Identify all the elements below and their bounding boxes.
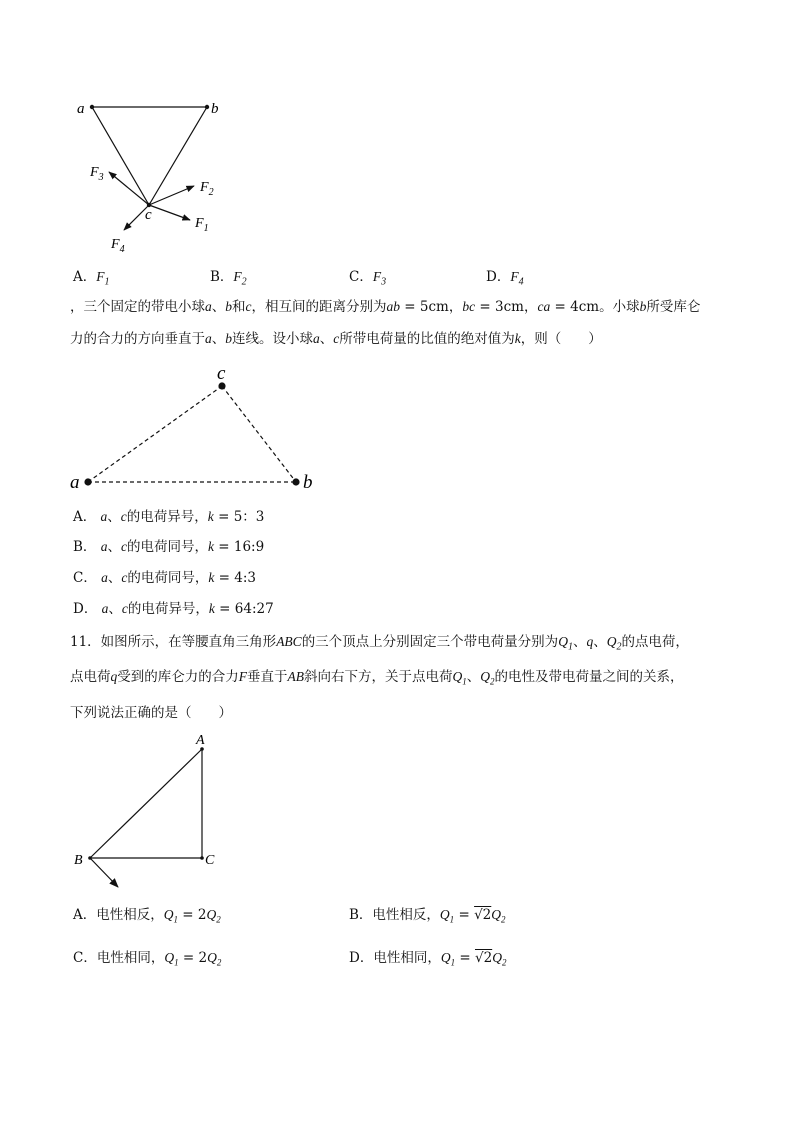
label-f3: $F_3$ xyxy=(90,165,104,183)
q11-stem-line3: 下列说法正确的是（ ） xyxy=(70,705,232,721)
label-b: b xyxy=(211,101,219,117)
q2-option-d[interactable]: D． a、c的电荷异号，k = 64:27 xyxy=(73,601,274,617)
q11-option-b[interactable]: B．电性相反，$Q_1 = √2Q_2$ xyxy=(349,907,506,925)
q11-stem-line2: 点电荷q受到的库仑力的合力F垂直于AB斜向右下方，关于点电荷$Q_1$、$Q_2$的电性及带电荷量之间的关系， xyxy=(70,669,684,687)
label-c: c xyxy=(145,207,152,223)
q11-stem-line1: 11．如图所示，在等腰直角三角形ABC的三个顶点上分别固定三个带电荷量分别为$Q_1$、q、$Q_2$的点电荷， xyxy=(70,634,689,653)
q2-option-c[interactable]: C． a、c的电荷同号，k = 4:3 xyxy=(73,570,257,586)
q11-option-a[interactable]: A．电性相反，$Q_1 = 2Q_2$ xyxy=(73,907,221,925)
label-C: C xyxy=(205,853,215,868)
q1-option-a[interactable]: A．$F_1$ xyxy=(73,269,110,288)
ball-b xyxy=(292,478,299,485)
force-diagram-1 xyxy=(70,92,240,262)
q11-option-c[interactable]: C．电性相同，$Q_1 = 2Q_2$ xyxy=(73,950,222,968)
vector-f xyxy=(90,858,118,887)
label-c: c xyxy=(217,363,226,384)
label-f4: $F_4$ xyxy=(111,237,125,255)
label-a: a xyxy=(77,101,85,117)
vector-f1 xyxy=(149,205,190,220)
label-f2: $F_2$ xyxy=(200,180,214,198)
side-ac-dashed xyxy=(88,386,222,482)
vector-f3 xyxy=(109,172,149,205)
label-A: A xyxy=(196,733,205,748)
q11-option-d[interactable]: D．电性相同，$Q_1 = √2Q_2$ xyxy=(349,950,507,968)
vector-f2 xyxy=(149,186,194,205)
q2-stem-line1: ，三个固定的带电小球a、b和c，相互间的距离分别为ab = 5cm，bc = 3cm，ca = 4cm。小球b所受库仑 xyxy=(70,299,701,315)
label-f1: $F_1$ xyxy=(195,216,209,234)
q1-option-c[interactable]: C．$F_3$ xyxy=(349,269,387,288)
label-B: B xyxy=(74,853,83,868)
label-b: b xyxy=(303,472,313,493)
q2-option-a[interactable]: A． a、c的电荷异号，k = 5：3 xyxy=(73,509,265,525)
q2-option-b[interactable]: B． a、c的电荷同号，k = 16:9 xyxy=(73,539,265,555)
side-bc xyxy=(149,107,207,205)
q1-option-b[interactable]: B．$F_2$ xyxy=(210,269,247,288)
label-a: a xyxy=(70,472,80,493)
q2-stem-line2: 力的合力的方向垂直于a、b连线。设小球a、c所带电荷量的比值的绝对值为k，则（ ） xyxy=(70,331,602,347)
point-a xyxy=(90,105,94,109)
side-ac xyxy=(92,107,149,205)
side-ab xyxy=(90,749,202,858)
charge-triangle-diagram xyxy=(66,362,326,497)
point-b xyxy=(205,105,209,109)
right-triangle-diagram xyxy=(70,730,230,895)
side-bc-dashed xyxy=(222,386,296,482)
ball-a xyxy=(84,478,91,485)
q1-option-d[interactable]: D．$F_4$ xyxy=(486,269,524,288)
vertex-c xyxy=(200,856,204,860)
